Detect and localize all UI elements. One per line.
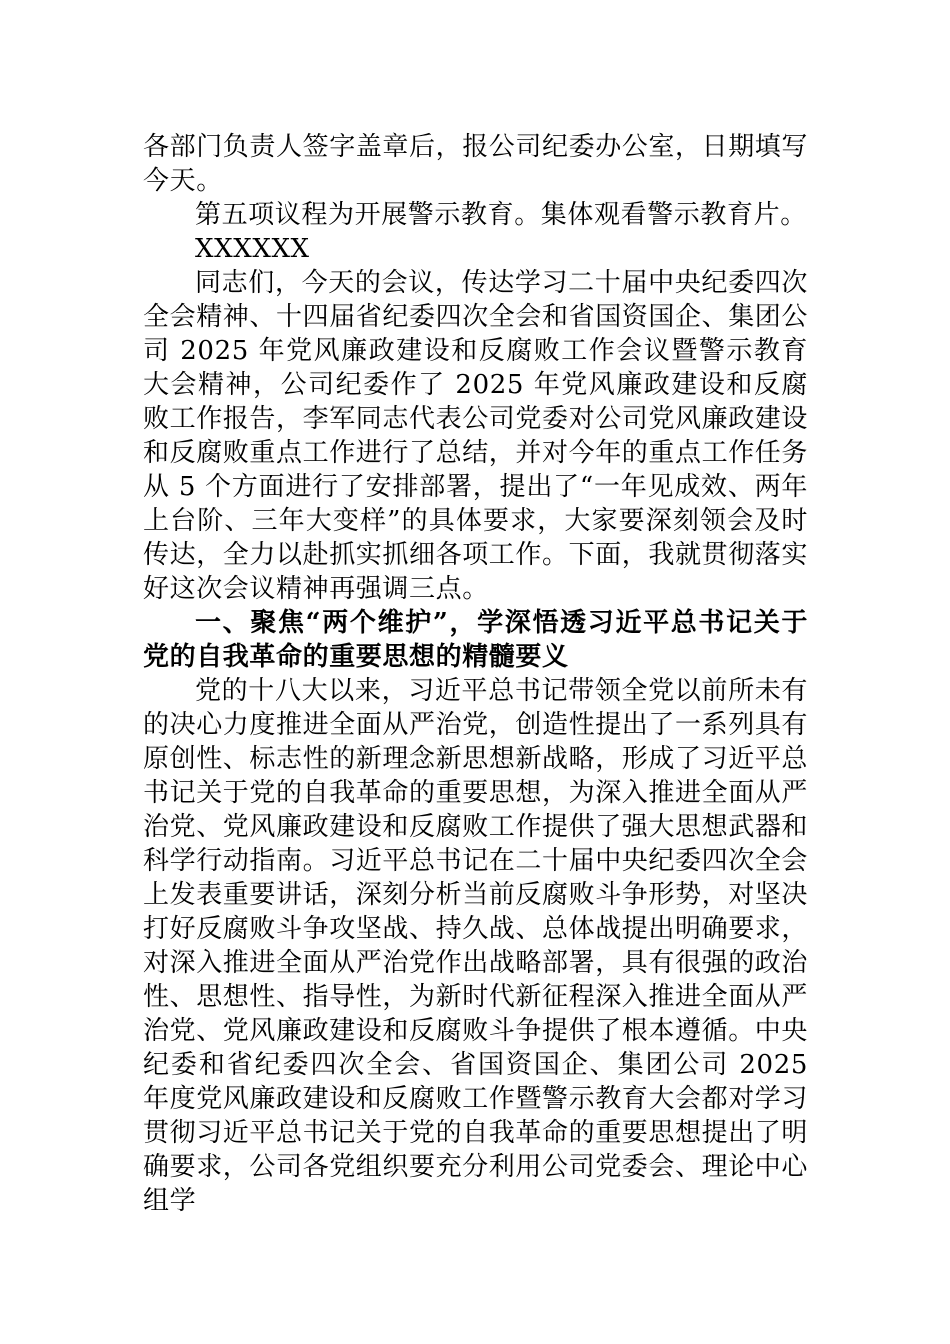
paragraph-section-one-body: 党的十八大以来，习近平总书记带领全党以前所未有的决心力度推进全面从严治党，创造性提出了一系列具有原创性、标志性的新理念新思想新战略，形成了习近平总书记关于党的自我革命的重要思想，为深入推进全面从严治党、党风廉政建设和反腐败工作提供了强大思想武器和科学行动指南。习近平总书记在二十届中央纪委四次全会上发表重要讲话，深刻分析当前反腐败斗争形势，对坚决打好反腐败斗争攻坚战、持久战、总体战提出明确要求，对深入推进全面从严治党作出战略部署，具有很强的政治性、思想性、指导性，为新时代新征程深入推进全面从严治党、党风廉政建设和反腐败斗争提供了根本遵循。中央纪委和省纪委四次全会、省国资国企、集团公司 2025 年度党风廉政建设和反腐败工作暨警示教育大会都对学习贯彻习近平总书记关于党的自我革命的重要思想提出了明确要求，公司各党组织要充分利用公司党委会、理论中心组学 <box>143 676 809 1216</box>
paragraph-speaker-name: XXXXXX <box>195 234 310 264</box>
paragraph-speech-opening: 同志们，今天的会议，传达学习二十届中央纪委四次全会精神、十四届省纪委四次全会和省国资国企、集团公司 2025 年党风廉政建设和反腐败工作会议暨警示教育大会精神，公司纪委作了 2025 年党风廉政建设和反腐败工作报告，李军同志代表公司党委对公司党风廉政建设和反腐败重点工作进行了总结，并对今年的重点工作任务从 5 个方面进行了安排部署，提出了“一年见成效、两年上台阶、三年大变样”的具体要求，大家要深刻领会及时传达，全力以赴抓实抓细各项工作。下面，我就贯彻落实好这次会议精神再强调三点。 <box>143 268 809 604</box>
section-heading-one: 一、聚焦“两个维护”，学深悟透习近平总书记关于党的自我革命的重要思想的精髓要义 <box>143 608 808 672</box>
document-page <box>143 130 808 1218</box>
paragraph-sign-off: 各部门负责人签字盖章后，报公司纪委办公室，日期填写今天。 <box>143 132 809 196</box>
paragraph-agenda-item-five: 第五项议程为开展警示教育。集体观看警示教育片。 <box>195 200 807 230</box>
